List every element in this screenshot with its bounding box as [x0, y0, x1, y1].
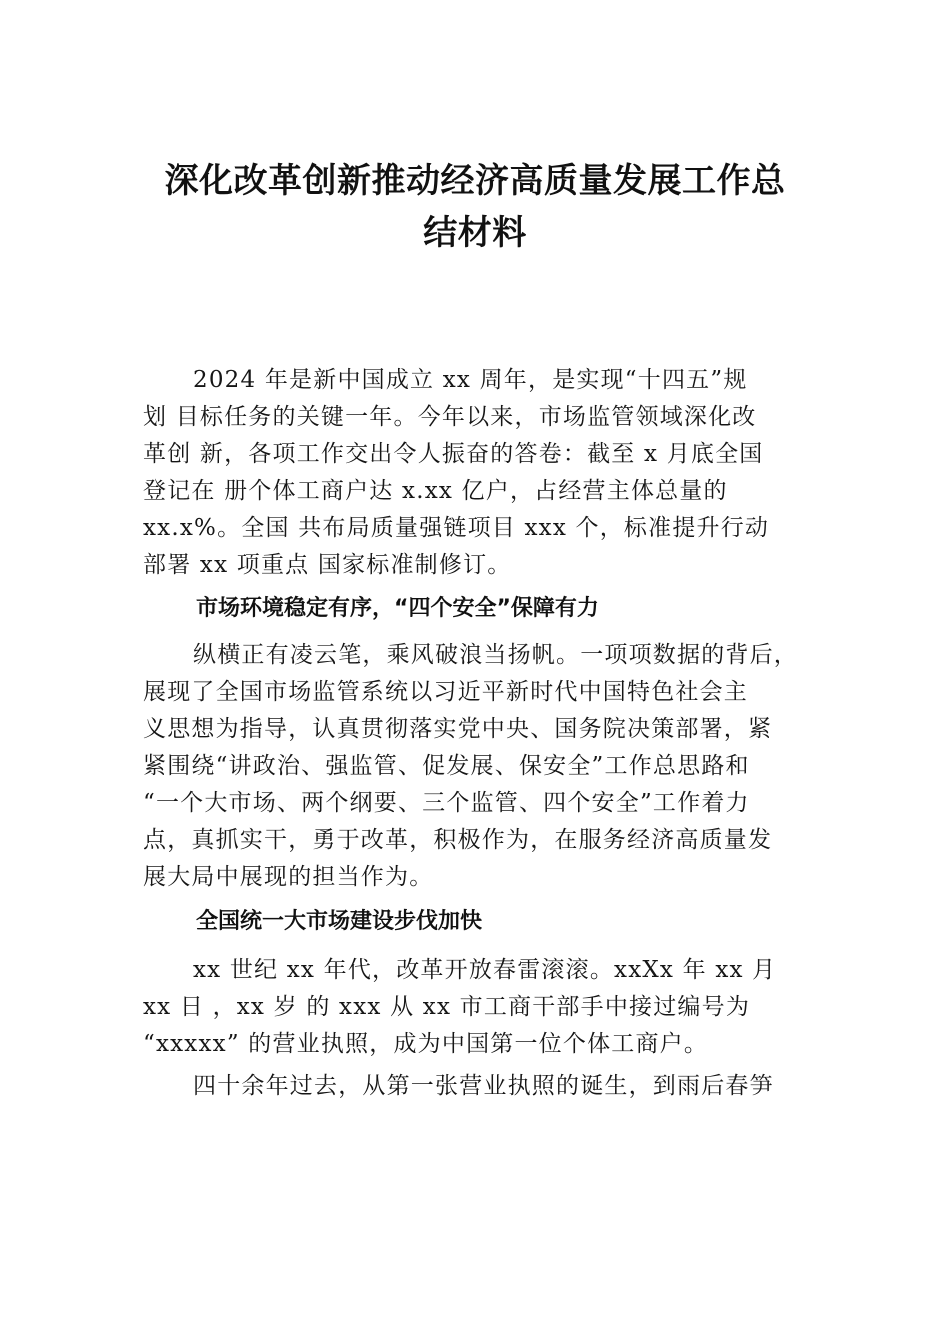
paragraph-line: 紧围绕“讲政治、强监管、促发展、保安全”工作总思路和	[143, 753, 750, 779]
paragraph-line: 纵横正有凌云笔，乘风破浪当扬帆。一项项数据的背后，	[193, 642, 798, 668]
section-heading: 市场环境稳定有序，“四个安全”保障有力	[196, 596, 599, 621]
section-heading: 全国统一大市场建设步伐加快	[196, 909, 483, 934]
paragraph-line: “一个大市场、两个纲要、三个监管、四个安全”工作着力	[143, 790, 750, 816]
paragraph-line: 展大局中展现的担当作为。	[143, 864, 434, 890]
paragraph-line: “xxxxx” 的营业执照，成为中国第一位个体工商户。	[143, 1031, 709, 1057]
paragraph-line: 义思想为指导，认真贯彻落实党中央、国务院决策部署，紧	[143, 716, 773, 742]
paragraph-line: xx.x%。全国 共布局质量强链项目 xxx 个，标准提升行动	[143, 515, 770, 541]
paragraph-line: xx 日 ，xx 岁 的 xxx 从 xx 市工商干部手中接过编号为	[143, 994, 751, 1020]
paragraph-line: 点，真抓实干，勇于改革，积极作为，在服务经济高质量发	[143, 827, 773, 853]
paragraph-line: 2024 年是新中国成立 xx 周年，是实现“十四五”规	[193, 367, 748, 393]
section-paragraph	[143, 952, 815, 1063]
title-line: 结材料	[423, 213, 527, 253]
intro-paragraph	[143, 362, 815, 584]
paragraph-line: 四十余年过去，从第一张营业执照的诞生，到雨后春笋	[193, 1073, 774, 1099]
paragraph-line: 划 目标任务的关键一年。今年以来，市场监管领域深化改	[143, 404, 757, 430]
paragraph-line: 登记在 册个体工商户达 x.xx 亿户，占经营主体总量的	[143, 478, 728, 504]
section-paragraph	[143, 637, 815, 896]
document-title	[100, 155, 850, 259]
section-paragraph	[143, 1068, 815, 1105]
paragraph-line: xx 世纪 xx 年代，改革开放春雷滚滚。xxXx 年 xx 月	[193, 957, 777, 983]
title-line: 深化改革创新推动经济高质量发展工作总	[164, 161, 786, 201]
paragraph-line: 展现了全国市场监管系统以习近平新时代中国特色社会主	[143, 679, 748, 705]
paragraph-line: 部署 xx 项重点 国家标准制修订。	[143, 552, 512, 578]
paragraph-line: 革创 新，各项工作交出令人振奋的答卷：截至 x 月底全国	[143, 441, 764, 467]
